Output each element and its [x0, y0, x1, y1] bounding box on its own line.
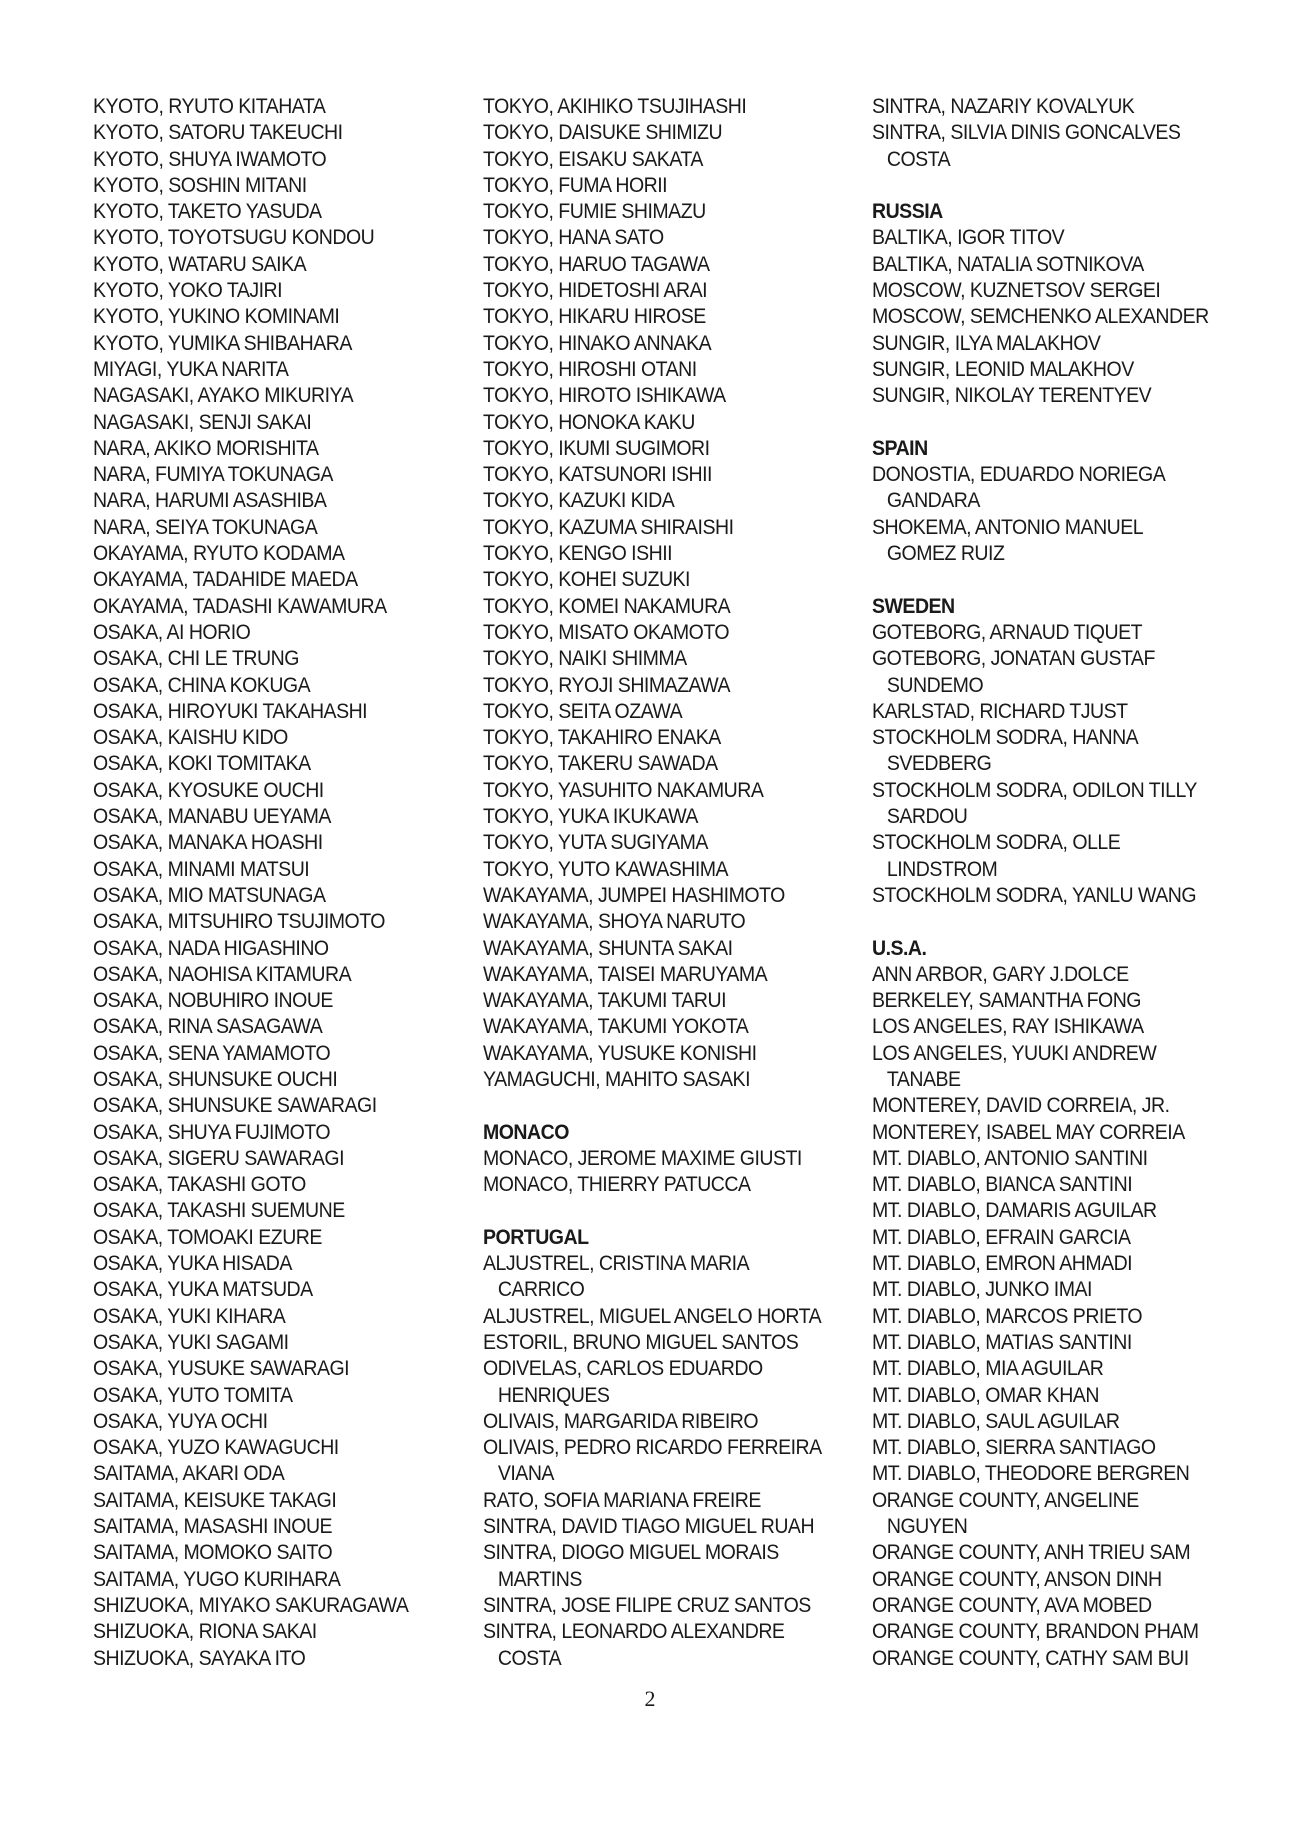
name-entry: OSAKA, MITSUHIRO TSUJIMOTO [93, 910, 385, 934]
name-entry: TOKYO, KAZUKI KIDA [483, 489, 675, 513]
name-entry: TOKYO, TAKERU SAWADA [483, 752, 718, 776]
name-entry: OSAKA, MANAKA HOASHI [93, 831, 323, 855]
name-entry: OSAKA, SHUYA FUJIMOTO [93, 1120, 331, 1144]
name-entry: ALJUSTREL, CRISTINA MARIA [483, 1252, 750, 1276]
name-entry: MT. DIABLO, EMRON AHMADI [872, 1252, 1133, 1276]
page-number: 2 [644, 1686, 656, 1711]
name-entry: OSAKA, KYOSUKE OUCHI [93, 778, 324, 802]
name-entry: TOKYO, MISATO OKAMOTO [483, 620, 730, 644]
name-entry-continuation: LINDSTROM [886, 857, 998, 881]
name-entry: WAKAYAMA, TAKUMI TARUI [483, 989, 727, 1013]
name-entry: TOKYO, SEITA OZAWA [483, 699, 683, 723]
name-entry: OLIVAIS, PEDRO RICARDO FERREIRA [483, 1436, 822, 1460]
name-entry: STOCKHOLM SODRA, YANLU WANG [872, 883, 1197, 907]
name-entry-continuation: GANDARA [886, 489, 980, 513]
name-entry: TOKYO, YASUHITO NAKAMURA [483, 778, 764, 802]
name-entry: OSAKA, MANABU UEYAMA [93, 805, 331, 829]
name-entry: KYOTO, TOYOTSUGU KONDOU [93, 226, 375, 250]
section-spacer [872, 410, 1244, 436]
name-entry: SINTRA, DAVID TIAGO MIGUEL RUAH [483, 1515, 815, 1539]
name-entry: STOCKHOLM SODRA, ODILON TILLY [872, 778, 1197, 802]
name-entry: OSAKA, NADA HIGASHINO [93, 936, 329, 960]
name-entry: SUNGIR, ILYA MALAKHOV [872, 331, 1101, 355]
country-heading: U.S.A. [872, 936, 927, 960]
name-entry: OSAKA, SIGERU SAWARAGI [93, 1146, 345, 1170]
name-entry: OSAKA, YUKA MATSUDA [93, 1278, 313, 1302]
name-entry: OSAKA, YUYA OCHI [93, 1409, 268, 1433]
name-entry: TOKYO, NAIKI SHIMMA [483, 647, 687, 671]
name-entry: WAKAYAMA, TAKUMI YOKOTA [483, 1015, 749, 1039]
name-entry: SHOKEMA, ANTONIO MANUEL [872, 515, 1144, 539]
name-entry: ORANGE COUNTY, BRANDON PHAM [872, 1620, 1199, 1644]
name-entry: TOKYO, FUMA HORII [483, 173, 668, 197]
name-entry: OKAYAMA, TADAHIDE MAEDA [93, 568, 358, 592]
name-entry: KYOTO, SHUYA IWAMOTO [93, 147, 327, 171]
name-list-column-2 [483, 94, 863, 1672]
name-entry: TOKYO, HINAKO ANNAKA [483, 331, 712, 355]
name-entry: SHIZUOKA, SAYAKA ITO [93, 1646, 306, 1670]
name-entry: TOKYO, HIROSHI OTANI [483, 357, 697, 381]
name-entry: OSAKA, YUTO TOMITA [93, 1383, 293, 1407]
name-entry: GOTEBORG, JONATAN GUSTAF [872, 647, 1155, 671]
name-entry: MONTEREY, DAVID CORREIA, JR. [872, 1094, 1170, 1118]
name-entry-continuation: SUNDEMO [886, 673, 984, 697]
name-entry: ORANGE COUNTY, ANGELINE [872, 1488, 1139, 1512]
name-entry: KYOTO, RYUTO KITAHATA [93, 95, 326, 118]
name-entry-continuation: SVEDBERG [886, 752, 992, 776]
name-entry-continuation: NGUYEN [886, 1515, 968, 1539]
name-entry: ODIVELAS, CARLOS EDUARDO [483, 1357, 763, 1381]
name-entry: OSAKA, MIO MATSUNAGA [93, 883, 326, 907]
name-entry: TOKYO, KAZUMA SHIRAISHI [483, 515, 734, 539]
name-entry: NARA, AKIKO MORISHITA [93, 436, 319, 460]
name-entry: MT. DIABLO, THEODORE BERGREN [872, 1462, 1190, 1486]
name-entry: ALJUSTREL, MIGUEL ANGELO HORTA [483, 1304, 822, 1328]
name-entry: TOKYO, FUMIE SHIMAZU [483, 200, 706, 224]
name-entry: OSAKA, YUSUKE SAWARAGI [93, 1357, 350, 1381]
name-entry: KYOTO, SOSHIN MITANI [93, 173, 307, 197]
name-entry: OKAYAMA, RYUTO KODAMA [93, 542, 345, 566]
name-entry: LOS ANGELES, YUUKI ANDREW [872, 1041, 1157, 1065]
name-entry: STOCKHOLM SODRA, HANNA [872, 726, 1139, 750]
name-entry: BERKELEY, SAMANTHA FONG [872, 989, 1141, 1013]
name-entry: MT. DIABLO, SAUL AGUILAR [872, 1409, 1120, 1433]
name-entry: TOKYO, YUTO KAWASHIMA [483, 857, 729, 881]
name-entry: SAITAMA, MASASHI INOUE [93, 1515, 333, 1539]
name-entry: MT. DIABLO, BIANCA SANTINI [872, 1173, 1133, 1197]
name-entry: OKAYAMA, TADASHI KAWAMURA [93, 594, 387, 618]
name-entry: TOKYO, IKUMI SUGIMORI [483, 436, 710, 460]
name-entry: TOKYO, HANA SATO [483, 226, 664, 250]
name-entry: OSAKA, YUZO KAWAGUCHI [93, 1436, 339, 1460]
name-entry: TOKYO, KATSUNORI ISHII [483, 463, 712, 487]
name-entry: MONACO, THIERRY PATUCCA [483, 1173, 751, 1197]
name-entry: OSAKA, YUKI SAGAMI [93, 1330, 289, 1354]
name-entry-continuation: HENRIQUES [497, 1383, 610, 1407]
section-spacer [872, 173, 1244, 199]
name-entry: MONTEREY, ISABEL MAY CORREIA [872, 1120, 1185, 1144]
name-entry: MT. DIABLO, EFRAIN GARCIA [872, 1225, 1131, 1249]
name-entry: OSAKA, MINAMI MATSUI [93, 857, 310, 881]
name-entry: NAGASAKI, AYAKO MIKURIYA [93, 384, 354, 408]
name-list-column-3 [872, 94, 1272, 1672]
name-entry: WAKAYAMA, SHOYA NARUTO [483, 910, 746, 934]
name-entry: TOKYO, HONOKA KAKU [483, 410, 695, 434]
name-entry: TOKYO, AKIHIKO TSUJIHASHI [483, 95, 747, 118]
name-list-column-1 [93, 94, 473, 1672]
name-entry: SINTRA, DIOGO MIGUEL MORAIS [483, 1541, 779, 1565]
name-entry: YAMAGUCHI, MAHITO SASAKI [483, 1067, 750, 1091]
name-entry: OSAKA, NAOHISA KITAMURA [93, 962, 352, 986]
name-entry: GOTEBORG, ARNAUD TIQUET [872, 620, 1143, 644]
name-entry: TOKYO, HIDETOSHI ARAI [483, 279, 708, 303]
name-entry: MT. DIABLO, DAMARIS AGUILAR [872, 1199, 1157, 1223]
name-entry: MT. DIABLO, MARCOS PRIETO [872, 1304, 1143, 1328]
name-entry: SINTRA, LEONARDO ALEXANDRE [483, 1620, 785, 1644]
name-entry: TOKYO, HARUO TAGAWA [483, 252, 710, 276]
name-entry: MT. DIABLO, MIA AGUILAR [872, 1357, 1104, 1381]
name-entry: OSAKA, NOBUHIRO INOUE [93, 989, 333, 1013]
country-heading: SWEDEN [872, 594, 955, 618]
name-entry: BALTIKA, NATALIA SOTNIKOVA [872, 252, 1144, 276]
name-entry: MOSCOW, KUZNETSOV SERGEI [872, 279, 1161, 303]
name-entry: ANN ARBOR, GARY J.DOLCE [872, 962, 1129, 986]
name-entry: MOSCOW, SEMCHENKO ALEXANDER [872, 305, 1209, 329]
name-entry: WAKAYAMA, JUMPEI HASHIMOTO [483, 883, 785, 907]
name-entry-continuation: CARRICO [497, 1278, 585, 1302]
section-spacer [872, 567, 1244, 593]
name-entry: NARA, HARUMI ASASHIBA [93, 489, 327, 513]
name-entry-continuation: MARTINS [497, 1567, 582, 1591]
name-entry: LOS ANGELES, RAY ISHIKAWA [872, 1015, 1144, 1039]
name-entry-continuation: TANABE [886, 1067, 961, 1091]
name-entry: TOKYO, YUTA SUGIYAMA [483, 831, 708, 855]
name-entry: MONACO, JEROME MAXIME GIUSTI [483, 1146, 802, 1170]
name-entry-continuation: COSTA [497, 1646, 562, 1670]
name-entry: OSAKA, RINA SASAGAWA [93, 1015, 323, 1039]
name-entry: TOKYO, KENGO ISHII [483, 542, 673, 566]
name-entry: NARA, SEIYA TOKUNAGA [93, 515, 318, 539]
name-entry: RATO, SOFIA MARIANA FREIRE [483, 1488, 761, 1512]
name-entry: MT. DIABLO, ANTONIO SANTINI [872, 1146, 1148, 1170]
name-entry: TOKYO, KOMEI NAKAMURA [483, 594, 731, 618]
name-entry: SINTRA, SILVIA DINIS GONCALVES [872, 121, 1181, 145]
name-entry: OSAKA, YUKI KIHARA [93, 1304, 286, 1328]
name-entry: OSAKA, YUKA HISADA [93, 1252, 292, 1276]
name-entry: TOKYO, EISAKU SAKATA [483, 147, 703, 171]
name-entry: KYOTO, YOKO TAJIRI [93, 279, 283, 303]
name-entry: MIYAGI, YUKA NARITA [93, 357, 289, 381]
name-entry: SINTRA, NAZARIY KOVALYUK [872, 95, 1135, 118]
name-entry: MT. DIABLO, JUNKO IMAI [872, 1278, 1092, 1302]
name-entry: OSAKA, TAKASHI GOTO [93, 1173, 306, 1197]
name-entry: TOKYO, RYOJI SHIMAZAWA [483, 673, 731, 697]
name-entry: DONOSTIA, EDUARDO NORIEGA [872, 463, 1166, 487]
name-entry: TOKYO, HIKARU HIROSE [483, 305, 706, 329]
name-entry: SUNGIR, NIKOLAY TERENTYEV [872, 384, 1152, 408]
name-entry: TOKYO, HIROTO ISHIKAWA [483, 384, 726, 408]
section-spacer [483, 1198, 836, 1224]
name-entry: KYOTO, YUKINO KOMINAMI [93, 305, 340, 329]
name-entry-continuation: COSTA [886, 147, 951, 171]
name-entry: MT. DIABLO, MATIAS SANTINI [872, 1330, 1132, 1354]
name-entry: OSAKA, TOMOAKI EZURE [93, 1225, 322, 1249]
name-entry: TOKYO, YUKA IKUKAWA [483, 805, 698, 829]
name-entry: SHIZUOKA, RIONA SAKAI [93, 1620, 317, 1644]
name-entry: SINTRA, JOSE FILIPE CRUZ SANTOS [483, 1593, 811, 1617]
name-entry: OSAKA, HIROYUKI TAKAHASHI [93, 699, 368, 723]
name-entry: OSAKA, CHINA KOKUGA [93, 673, 311, 697]
country-heading: SPAIN [872, 436, 928, 460]
name-entry: SAITAMA, MOMOKO SAITO [93, 1541, 333, 1565]
name-entry: WAKAYAMA, SHUNTA SAKAI [483, 936, 733, 960]
name-entry: NAGASAKI, SENJI SAKAI [93, 410, 312, 434]
name-entry: OSAKA, KAISHU KIDO [93, 726, 288, 750]
name-entry: SHIZUOKA, MIYAKO SAKURAGAWA [93, 1593, 409, 1617]
section-spacer [872, 909, 1244, 935]
name-entry: TOKYO, DAISUKE SHIMIZU [483, 121, 723, 145]
name-entry-continuation: SARDOU [886, 805, 968, 829]
name-entry: WAKAYAMA, YUSUKE KONISHI [483, 1041, 757, 1065]
name-entry: ORANGE COUNTY, ANSON DINH [872, 1567, 1162, 1591]
name-entry: ORANGE COUNTY, ANH TRIEU SAM [872, 1541, 1191, 1565]
name-entry: TOKYO, TAKAHIRO ENAKA [483, 726, 721, 750]
name-entry: OLIVAIS, MARGARIDA RIBEIRO [483, 1409, 759, 1433]
name-entry: KARLSTAD, RICHARD TJUST [872, 699, 1128, 723]
name-entry: OSAKA, CHI LE TRUNG [93, 647, 299, 671]
country-heading: PORTUGAL [483, 1225, 589, 1249]
name-entry: KYOTO, YUMIKA SHIBAHARA [93, 331, 352, 355]
name-entry: SAITAMA, KEISUKE TAKAGI [93, 1488, 337, 1512]
name-entry: TOKYO, KOHEI SUZUKI [483, 568, 690, 592]
name-entry: OSAKA, KOKI TOMITAKA [93, 752, 311, 776]
name-entry: OSAKA, SHUNSUKE SAWARAGI [93, 1094, 377, 1118]
name-entry: ORANGE COUNTY, AVA MOBED [872, 1593, 1152, 1617]
name-entry: MT. DIABLO, OMAR KHAN [872, 1383, 1099, 1407]
name-entry: OSAKA, SHUNSUKE OUCHI [93, 1067, 338, 1091]
name-entry: SUNGIR, LEONID MALAKHOV [872, 357, 1134, 381]
name-entry: NARA, FUMIYA TOKUNAGA [93, 463, 333, 487]
name-entry: KYOTO, TAKETO YASUDA [93, 200, 322, 224]
name-entry-continuation: GOMEZ RUIZ [886, 542, 1005, 566]
country-heading: MONACO [483, 1120, 569, 1144]
name-entry: KYOTO, SATORU TAKEUCHI [93, 121, 343, 145]
name-entry: OSAKA, TAKASHI SUEMUNE [93, 1199, 345, 1223]
name-entry: ESTORIL, BRUNO MIGUEL SANTOS [483, 1330, 799, 1354]
section-spacer [483, 1093, 836, 1119]
name-entry: SAITAMA, AKARI ODA [93, 1462, 285, 1486]
name-entry: SAITAMA, YUGO KURIHARA [93, 1567, 341, 1591]
country-heading: RUSSIA [872, 200, 943, 224]
name-entry: WAKAYAMA, TAISEI MARUYAMA [483, 962, 768, 986]
name-entry: BALTIKA, IGOR TITOV [872, 226, 1065, 250]
name-entry-continuation: VIANA [497, 1462, 554, 1486]
name-entry: OSAKA, SENA YAMAMOTO [93, 1041, 331, 1065]
name-entry: MT. DIABLO, SIERRA SANTIAGO [872, 1436, 1156, 1460]
name-entry: OSAKA, AI HORIO [93, 620, 251, 644]
name-entry: KYOTO, WATARU SAIKA [93, 252, 307, 276]
name-entry: STOCKHOLM SODRA, OLLE [872, 831, 1121, 855]
name-entry: ORANGE COUNTY, CATHY SAM BUI [872, 1646, 1189, 1670]
